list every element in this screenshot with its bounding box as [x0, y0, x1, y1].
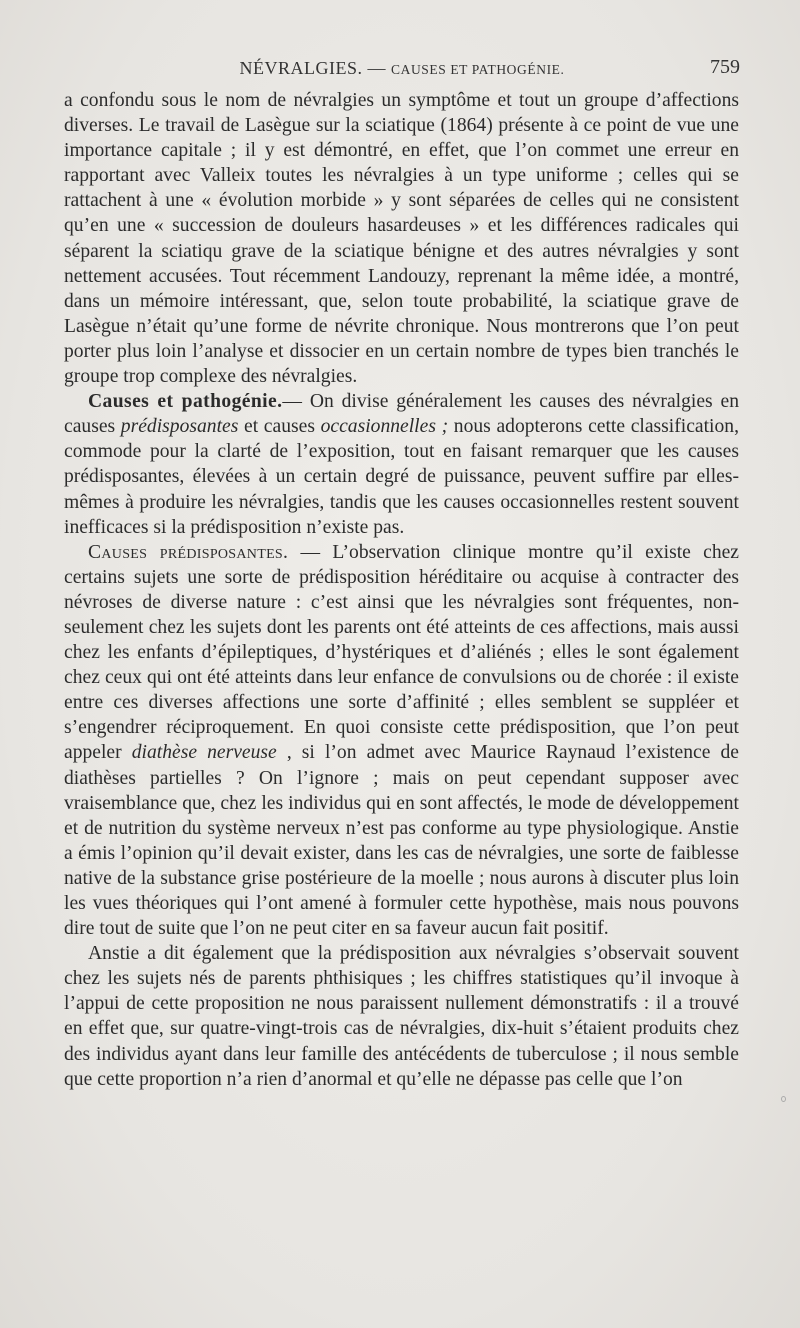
text-body — [64, 88, 739, 1092]
paragraph-2-text-1: — On divise généralement les causes des névralgies en causes — [64, 391, 739, 438]
paper-speck — [781, 1096, 786, 1102]
running-title-main: NÉVRALGIES. — [239, 58, 363, 78]
paragraph-3-text-2: , si l’on admet avec Maurice Raynaud l’existence de diathèses partielles ? On l’ignore ; mais on peut cependant supposer avec vraisemblance que, chez les individus qui en sont affectés, le mode de développement et de nutrition du système nerveux n’est pas conforme au type physiologique. Anstie a émis l’opinion qu’il devait exister, dans les cas de névralgies, une sorte de faiblesse native de la substance grise postérieure de la moelle ; nous aurons à discuter plus loin les vues théoriques qui l’ont amené à formuler cette hypothèse, mais nous pouvons dire tout de suite que l’on ne peut citer en sa faveur aucun fait positif. — [64, 742, 739, 940]
paragraph-1: a confondu sous le nom de névralgies un symptôme et tout un groupe d’affections diverses. Le travail de Lasègue sur la sciatique (1864) présente à ce point de vue une importance capitale ; il y est démontré, en effet, que l’on commet une erreur en rapportant avec Valleix toutes les névralgies à un type uniforme ; celles qui se rattachent à une « évolution morbide » y sont séparées de celles qui ne consistent qu’en une « succession de douleurs hasardeuses » et les différences radicales qui séparent la sciatiqu grave de la sciatique bénigne et des autres névralgies y sont nettement accusées. Tout récemment Landouzy, reprenant la même idée, a montré, dans un mémoire intéressant, que, selon toute probabilité, la sciatique grave de Lasègue n’était qu’une forme de névrite chronique. Nous montrerons que l’on peut porter plus loin l’analyse et dissocier en un certain nombre de types bien tranchés le groupe trop complexe des névralgies. — [64, 90, 739, 388]
running-title — [64, 58, 740, 79]
paragraph-2-italic-1: prédisposantes — [120, 416, 239, 438]
paragraph-2-text-2: et causes — [238, 416, 321, 438]
page-number: 759 — [710, 56, 740, 78]
subsection-heading-predisposantes: Causes prédisposantes. — [88, 541, 289, 563]
paragraph-2-text-3: nous adopterons cette classification, commode pour la clarté de l’exposition, tout en faisant remarquer que les causes prédisposantes, élevées à un certain degré de puissance, peuvent suffire par elles-mêmes à produire les névralgies, tandis que les causes occasionnelles restent souvent inefficaces si la prédisposition n’existe pas. — [64, 416, 739, 538]
running-title-separator: — — [362, 58, 391, 78]
section-heading-causes: Causes et pathogénie. — [88, 391, 283, 413]
paragraph-3-text-1: — L’observation clinique montre qu’il existe chez certains sujets une sorte de prédisposition héréditaire ou acquise à contracter des névroses de diverse nature : c’est ainsi que les névralgies sont fréquentes, non-seulement chez les sujets dont les parents ont été atteints de ces affections, mais aussi chez les enfants d’épileptiques, d’hystériques et d’aliénés ; elles le sont également chez ceux qui ont été atteints dans leur enfance de convulsions ou de chorée : il existe entre ces diverses affections une sorte d’affinité ; elles semblent se suppléer et s’engendrer réciproquement. En quoi consiste cette prédisposition, que l’on peut appeler — [64, 541, 740, 764]
paragraph-2 — [64, 389, 739, 540]
paragraph-3 — [64, 540, 739, 942]
paragraph-3-italic-1: diathèse nerveuse — [131, 742, 277, 764]
paragraph-2-italic-2: occasionnelles ; — [320, 416, 449, 438]
running-title-sub: CAUSES ET PATHOGÉNIE. — [391, 62, 565, 77]
running-header — [64, 56, 740, 86]
paragraph-4: Anstie a dit également que la prédisposition aux névralgies s’observait souvent chez les sujets nés de parents phthisiques ; les chiffres statistiques qu’il invoque à l’appui de cette proposition ne nous paraissent nullement démonstratifs : il a trouvé en effet que, sur quatre-vingt-trois cas de névralgies, dix-huit s’étaient produits chez des individus ayant dans leur famille des antécédents de tuberculose ; il nous semble que cette proportion n’a rien d’anormal et qu’elle ne dépasse pas celle que l’on — [64, 943, 739, 1090]
